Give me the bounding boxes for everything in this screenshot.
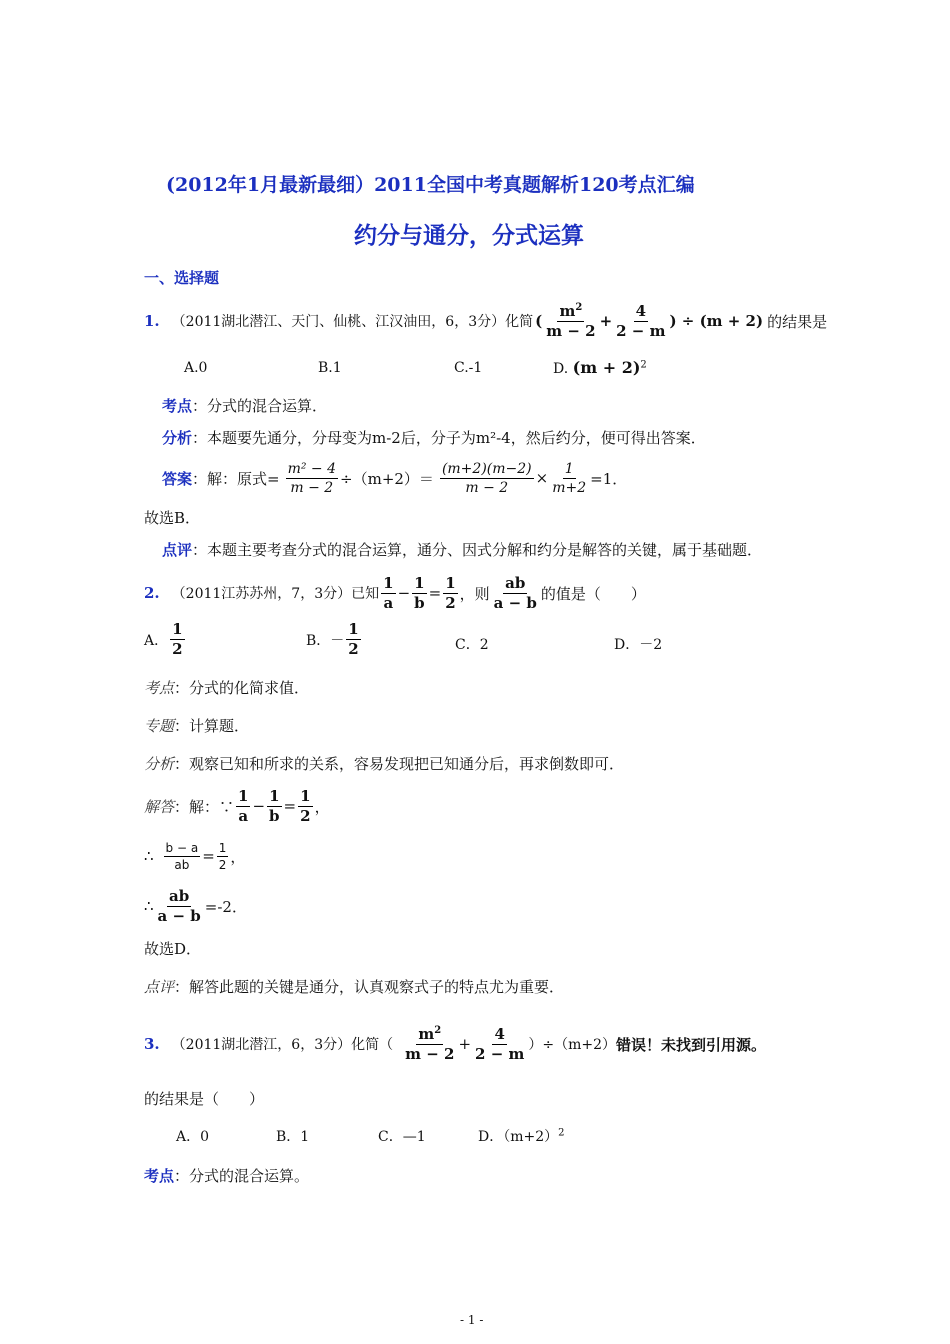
q1-option-c: C.-1 (454, 360, 483, 376)
q2-fenxi: 分析：观察已知和所求的关系，容易发现把已知通分后，再求倒数即可． (144, 755, 625, 773)
q3-option-b: B．1 (276, 1129, 310, 1145)
q1-option-d: D. $(m + 2)^2$ (553, 358, 647, 377)
q2-zhuanti: 专题：计算题． (144, 717, 250, 735)
q3-option-a: A．0 (176, 1129, 210, 1145)
q1-option-a: A.0 (184, 360, 208, 376)
question-3: 3. （2011湖北潜江，6，3分）化简（ $\frac{m^2}{m - 2}$ + $\frac{4}{2 - m}$ ）÷（m+2） 错误！未找到引用源。 (144, 1024, 767, 1063)
q2-answer-step3: ∴ $\frac{ab}{a - b}$ =-2． (144, 886, 247, 925)
question-1-number: 1. (144, 312, 160, 330)
document-title: (2012年1月最新最细）2011全国中考真题解析120考点汇编 (166, 174, 695, 196)
question-1: 1. （2011湖北潜江、天门、仙桃、江汉油田，6，3分）化简 ( $\frac{m^2}{m - 2}$ + $\frac{4}{2 - m}$ ) ÷ (m + 2) 的结果是 (144, 301, 828, 340)
q1-kaodian: 考点：分式的混合运算． (162, 397, 328, 415)
q3-error-text: 错误！未找到引用源。 (616, 1035, 767, 1054)
q2-kaodian: 考点：分式的化简求值． (144, 679, 310, 697)
q1-fenxi: 分析：本题要先通分，分母变为m-2后，分子为m²-4，然后约分，便可得出答案． (162, 429, 706, 447)
q1-option-b: B.1 (318, 360, 342, 376)
q1-answer: 答案 ：解：原式= $\frac{\text{m² − 4}}{m - 2}$ ÷（m+2）＝ $\frac{(m+2)(m-2)}{m - 2}$ × $\frac{1}{m+2}$ =1． (162, 460, 628, 496)
q2-option-d: D．－2 (614, 637, 663, 653)
q3-kaodian: 考点：分式的混合运算。 (144, 1167, 310, 1185)
q3-option-d: D．$(m+2)^2$ (478, 1127, 565, 1145)
q1-dianping: 点评：本题主要考查分式的混合运算，通分、因式分解和约分是解答的关键，属于基础题． (162, 541, 763, 559)
q2-answer-step1: 解答 ：解：∵ $\frac{1}{a}$ − $\frac{1}{b}$ = $\frac{1}{2}$ ， (144, 786, 330, 825)
question-1-tail: 的结果是 (767, 312, 828, 331)
question-1-source: （2011湖北潜江、天门、仙桃、江汉油田，6，3分）化简 (171, 314, 534, 330)
page-number: - 1 - (460, 1313, 484, 1327)
fraction-m2-over-m-2: $\frac{m^2}{m - 2}$ (546, 302, 596, 340)
q2-dianping: 点评：解答此题的关键是通分，认真观察式子的特点尤为重要． (144, 978, 565, 996)
document-subtitle: 约分与通分，分式运算 (354, 222, 584, 249)
q2-option-b: B．－ $\frac{1}{2}$ (306, 620, 359, 658)
q2-choose: 故选D． (144, 940, 202, 958)
question-2: 2. （2011江苏苏州，7，3分）已知 $\frac{1}{a}$ − $\frac{1}{b}$ = $\frac{1}{2}$ ，则 $\frac{ab}{a - b}$ 的值是（ ） (144, 573, 646, 612)
q2-option-a: A． $\frac{1}{2}$ (144, 620, 183, 658)
q2-option-c: C．2 (455, 637, 489, 653)
section-heading: 一、选择题 (144, 269, 220, 287)
fraction-4-over-2-m: $\frac{4}{2 - m}$ (616, 301, 666, 340)
q1-choose: 故选B． (144, 509, 201, 527)
q3-option-c: C．—1 (378, 1129, 426, 1145)
q2-answer-step2: ∴ $\frac{b - a}{ab}$ = $\frac{1}{2}$ ， (144, 840, 246, 872)
q3-line2: 的结果是（ ） (144, 1090, 265, 1108)
